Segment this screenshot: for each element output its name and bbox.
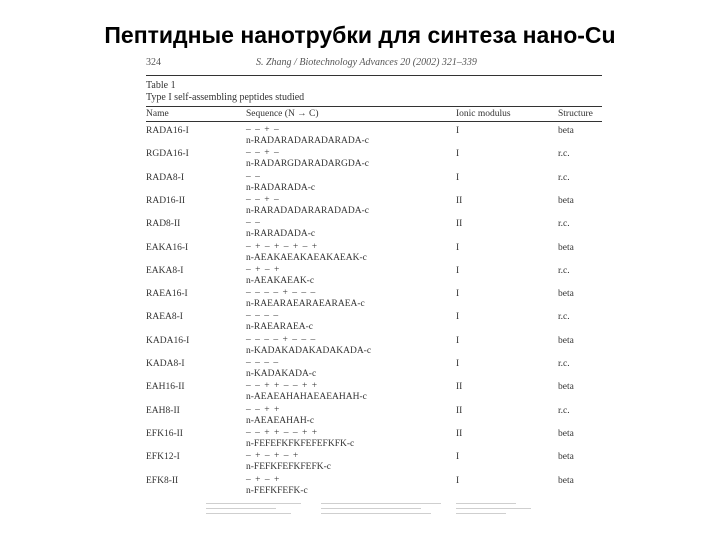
ionic-modulus: II: [456, 219, 463, 230]
top-rule: [146, 75, 602, 76]
peptide-sequence: n-FEFKFEFKFEFK-c: [246, 462, 331, 473]
charge-pattern: – – + + – – + +: [246, 427, 319, 438]
running-head: [146, 57, 602, 71]
ionic-modulus: II: [456, 382, 463, 393]
structure-type: r.c.: [558, 359, 570, 369]
scanned-table-page: [146, 57, 602, 517]
ionic-modulus: I: [456, 289, 460, 300]
peptide-sequence: n-RAEARAEA-c: [246, 322, 314, 333]
ionic-modulus: I: [456, 359, 460, 369]
charge-pattern: – – + + – – + +: [246, 381, 319, 392]
charge-pattern: – – – – + – – –: [246, 334, 317, 345]
ionic-modulus: II: [456, 195, 463, 206]
charge-pattern: – + – +: [246, 264, 281, 275]
peptide-name: RADA16-I: [146, 126, 189, 136]
ionic-modulus: I: [456, 265, 460, 276]
structure-type: beta: [558, 242, 574, 253]
ionic-modulus: I: [456, 242, 460, 253]
charge-pattern: – – – – + – – –: [246, 288, 317, 299]
ionic-modulus: II: [456, 428, 463, 439]
table-row: [146, 265, 602, 287]
structure-type: r.c.: [558, 149, 570, 160]
structure-type: beta: [558, 335, 574, 346]
table-row: [146, 172, 602, 194]
ionic-modulus: I: [456, 172, 460, 183]
peptide-sequence: n-AEAKAEAK-c: [246, 275, 315, 286]
table-row: [146, 358, 602, 380]
table-row: [146, 335, 602, 357]
peptide-name: EAH8-II: [146, 405, 180, 416]
ionic-modulus: I: [456, 126, 460, 136]
peptide-sequence: n-RARADADA-c: [246, 229, 316, 240]
peptide-name: RAD8-II: [146, 219, 181, 230]
table-row: [146, 451, 602, 473]
peptide-sequence: n-RARADADARARADADA-c: [246, 205, 369, 216]
peptide-name: EFK8-II: [146, 475, 179, 486]
peptide-sequence: n-RADARADA-c: [246, 182, 316, 193]
charge-pattern: – – + –: [246, 125, 280, 135]
charge-pattern: – + – + – +: [246, 451, 300, 462]
structure-type: r.c.: [558, 219, 570, 230]
ionic-modulus: I: [456, 452, 460, 463]
table-row: [146, 475, 602, 497]
peptide-name: EAKA8-I: [146, 265, 184, 276]
structure-type: r.c.: [558, 312, 570, 323]
peptide-sequence: n-KADAKADA-c: [246, 369, 317, 379]
peptide-sequence: n-RADARGDARADARGDA-c: [246, 159, 369, 170]
structure-type: r.c.: [558, 405, 570, 416]
column-header-sequence: Sequence (N → C): [246, 109, 319, 119]
ionic-modulus: I: [456, 149, 460, 160]
journal-citation: S. Zhang / Biotechnology Advances 20 (2002) 321–339: [256, 57, 477, 68]
charge-pattern: – – + –: [246, 194, 280, 205]
peptide-name: EFK16-II: [146, 428, 183, 439]
column-header-name: Name: [146, 109, 169, 119]
structure-type: r.c.: [558, 265, 570, 276]
peptide-name: RAEA16-I: [146, 289, 188, 300]
charge-pattern: – – – –: [246, 311, 280, 322]
table-row: [146, 428, 602, 450]
peptide-sequence: n-RADARADARADARADA-c: [246, 136, 369, 146]
peptide-sequence: n-RAEARAEARAEARAEA-c: [246, 299, 365, 310]
structure-type: beta: [558, 195, 574, 206]
table-row: [146, 125, 602, 147]
structure-type: beta: [558, 428, 574, 439]
structure-type: r.c.: [558, 172, 570, 183]
column-header-structure: Structure: [558, 109, 593, 119]
peptide-sequence: n-AEAEAHAH-c: [246, 415, 315, 426]
peptide-sequence: n-AEAKAEAKAEAKAEAK-c: [246, 252, 367, 263]
scan-footer-artifacts: [206, 501, 536, 517]
table-row: [146, 148, 602, 170]
table-row: [146, 288, 602, 310]
structure-type: beta: [558, 452, 574, 463]
structure-type: beta: [558, 475, 574, 486]
column-header-ionic: Ionic modulus: [456, 109, 511, 119]
table-caption: [146, 80, 304, 104]
ionic-modulus: I: [456, 335, 460, 346]
table-row: [146, 195, 602, 217]
charge-pattern: – – + –: [246, 148, 280, 159]
peptide-sequence: n-AEAEAHAHAEAEAHAH-c: [246, 392, 367, 403]
header-rule-top: [146, 106, 602, 107]
slide-title: Пептидные нанотрубки для синтеза нано-Cu: [104, 22, 616, 48]
structure-type: beta: [558, 289, 574, 300]
peptide-name: EAH16-II: [146, 382, 185, 393]
peptide-sequence: n-FEFKFEFK-c: [246, 485, 308, 496]
table-row: [146, 218, 602, 240]
table-label: Table 1: [146, 80, 176, 91]
charge-pattern: – –: [246, 171, 261, 182]
structure-type: beta: [558, 126, 574, 136]
peptide-name: KADA8-I: [146, 359, 185, 369]
peptide-name: RAD16-II: [146, 195, 186, 206]
charge-pattern: – – – –: [246, 358, 280, 368]
structure-type: beta: [558, 382, 574, 393]
table-row: [146, 311, 602, 333]
ionic-modulus: I: [456, 475, 460, 486]
peptide-name: EFK12-I: [146, 452, 180, 463]
charge-pattern: – + – +: [246, 474, 281, 485]
charge-pattern: – + – + – + – +: [246, 241, 319, 252]
peptide-name: RAEA8-I: [146, 312, 183, 323]
page-number: 324: [146, 57, 161, 68]
ionic-modulus: II: [456, 405, 463, 416]
charge-pattern: – –: [246, 218, 261, 229]
header-rule-bottom: [146, 121, 602, 122]
table-row: [146, 381, 602, 403]
ionic-modulus: I: [456, 312, 460, 323]
peptide-name: RADA8-I: [146, 172, 184, 183]
peptide-sequence: n-FEFEFKFKFEFEFKFK-c: [246, 438, 355, 449]
peptide-name: RGDA16-I: [146, 149, 189, 160]
peptide-name: KADA16-I: [146, 335, 190, 346]
table-row: [146, 405, 602, 427]
table-row: [146, 242, 602, 264]
charge-pattern: – – + +: [246, 404, 281, 415]
peptide-name: EAKA16-I: [146, 242, 189, 253]
table-title: Type I self-assembling peptides studied: [146, 92, 305, 103]
peptide-sequence: n-KADAKADAKADAKADA-c: [246, 345, 372, 356]
